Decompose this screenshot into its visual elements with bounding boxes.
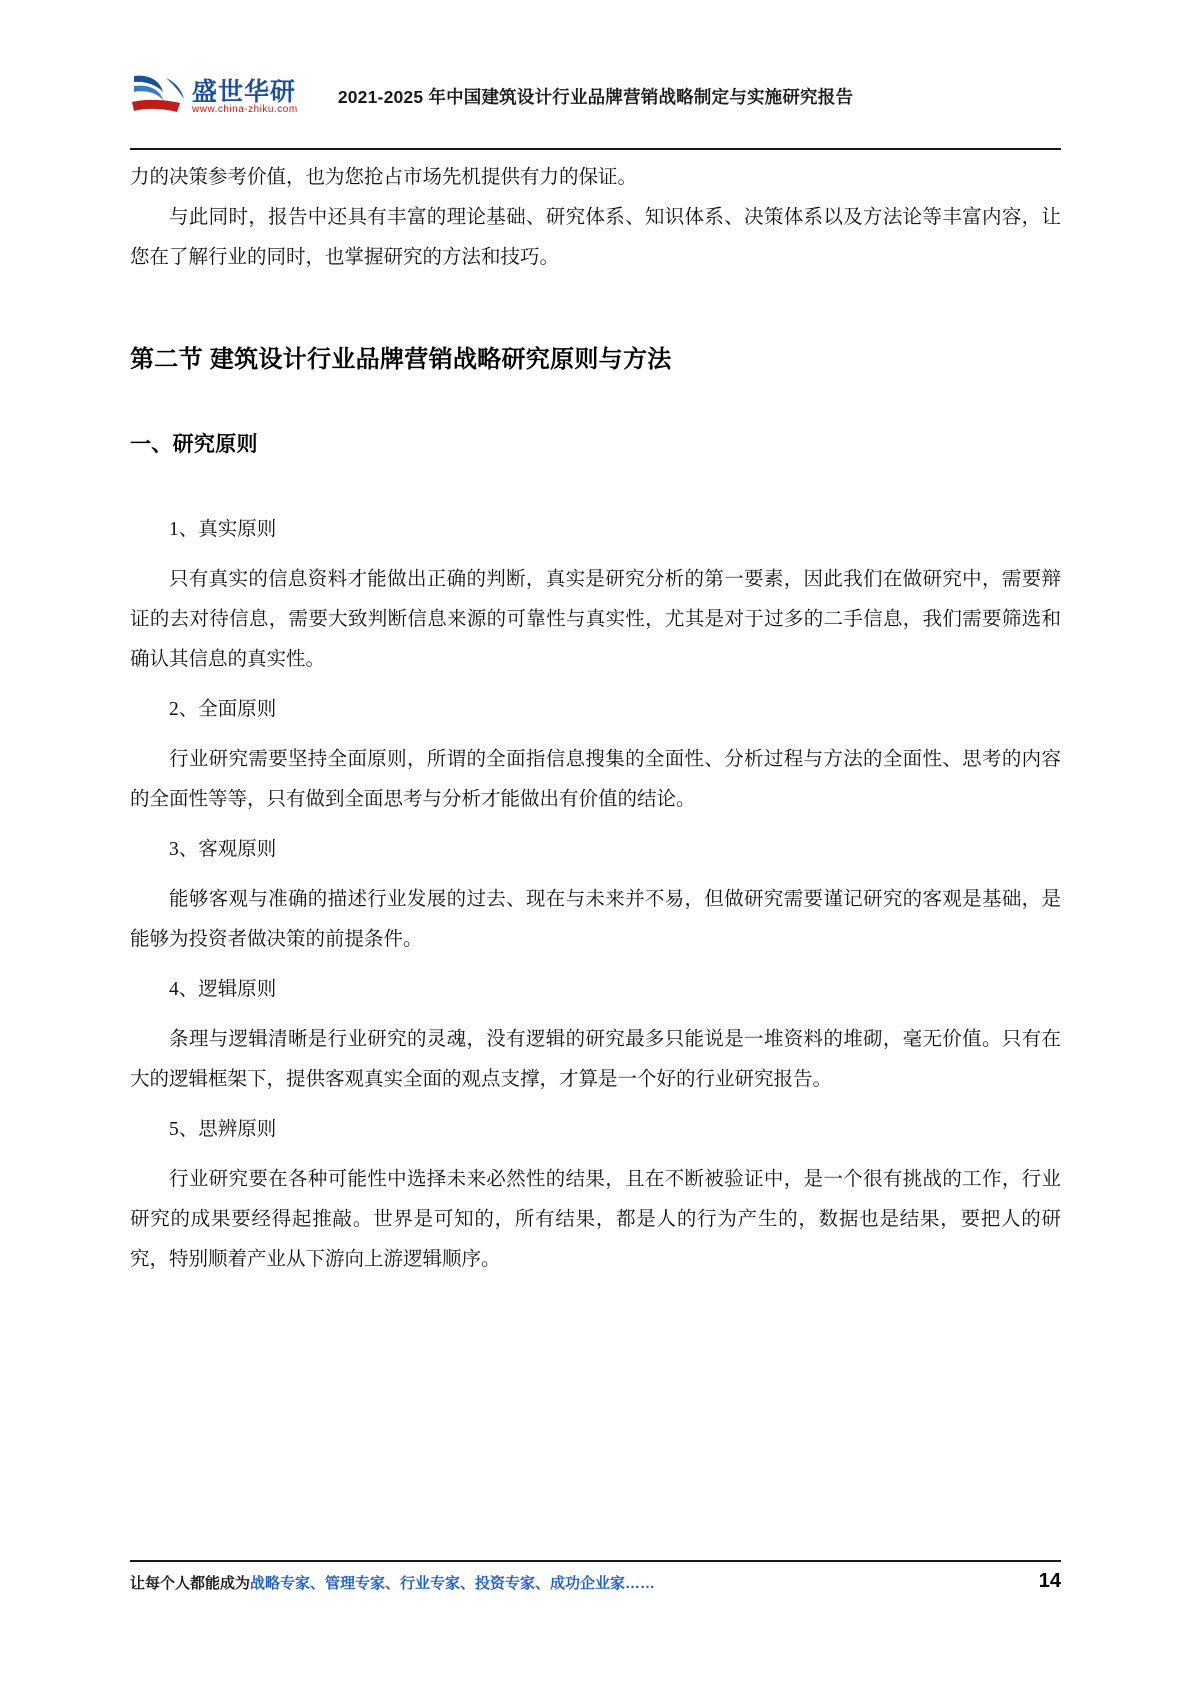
spacer <box>130 1100 1061 1110</box>
principle-text: 能够客观与准确的描述行业发展的过去、现在与未来并不易，但做研究需要谨记研究的客观是基础，是能够为投资者做决策的前提条件。 <box>130 889 1061 950</box>
spacer <box>130 730 1061 740</box>
sub-heading-research-principles: 一、研究原则 <box>130 433 258 456</box>
spacer <box>130 1150 1061 1160</box>
page-number: 14 <box>1038 1570 1061 1592</box>
logo-website: www.china-zhiku.com <box>192 104 298 115</box>
spacer <box>130 380 1061 426</box>
principle-label: 2、全面原则 <box>169 699 277 720</box>
spacer <box>130 278 1061 340</box>
page-content <box>130 158 1061 1280</box>
principle-text: 行业研究要在各种可能性中选择未来必然性的结果，且在不断被验证中，是一个很有挑战的工作，行业研究的成果要经得起推敲。世界是可知的，所有结果，都是人的行为产生的，数据也是结果，要把人的研究，特别顺着产业从下游向上游逻辑顺序。 <box>130 1169 1061 1270</box>
spacer <box>130 1010 1061 1020</box>
spacer <box>130 870 1061 880</box>
spacer <box>130 464 1061 510</box>
principle-label: 4、逻辑原则 <box>169 979 277 1000</box>
page-header <box>130 62 1061 140</box>
principle-label: 1、真实原则 <box>169 519 277 540</box>
spacer <box>130 820 1061 830</box>
principle-text: 行业研究需要坚持全面原则，所谓的全面指信息搜集的全面性、分析过程与方法的全面性、思考的内容的全面性等等，只有做到全面思考与分析才能做出有价值的结论。 <box>130 749 1061 810</box>
section-heading: 第二节 建筑设计行业品牌营销战略研究原则与方法 <box>130 346 672 373</box>
paragraph-intro: 与此同时，报告中还具有丰富的理论基础、研究体系、知识体系、决策体系以及方法论等丰富内容，让您在了解行业的同时，也掌握研究的方法和技巧。 <box>130 207 1061 268</box>
footer-slogan-highlight: 战略专家、管理专家、行业专家、投资专家、成功企业家…… <box>250 1575 656 1592</box>
paragraph-carryover: 力的决策参考价值，也为您抢占市场先机提供有力的保证。 <box>130 167 638 188</box>
spacer <box>130 550 1061 560</box>
report-title: 2021-2025 年中国建筑设计行业品牌营销战略制定与实施研究报告 <box>337 87 854 107</box>
principle-label: 3、客观原则 <box>169 839 277 860</box>
logo-text: 盛世华研 <box>192 78 297 106</box>
footer-divider <box>130 1560 1061 1562</box>
spacer <box>130 960 1061 970</box>
footer-slogan <box>130 1572 655 1593</box>
header-divider <box>130 148 1061 150</box>
principle-text: 只有真实的信息资料才能做出正确的判断，真实是研究分析的第一要素，因此我们在做研究中，需要辩证的去对待信息，需要大致判断信息来源的可靠性与真实性，尤其是对于过多的二手信息，我们需要筛选和确认其信息的真实性。 <box>130 569 1061 670</box>
principle-label: 5、思辨原则 <box>169 1119 277 1140</box>
footer-slogan-prefix: 让每个人都能成为 <box>130 1575 251 1592</box>
page-footer <box>130 1572 1061 1606</box>
spacer <box>130 680 1061 690</box>
principle-text: 条理与逻辑清晰是行业研究的灵魂，没有逻辑的研究最多只能说是一堆资料的堆砌，毫无价值。只有在大的逻辑框架下，提供客观真实全面的观点支撑，才算是一个好的行业研究报告。 <box>130 1029 1061 1090</box>
